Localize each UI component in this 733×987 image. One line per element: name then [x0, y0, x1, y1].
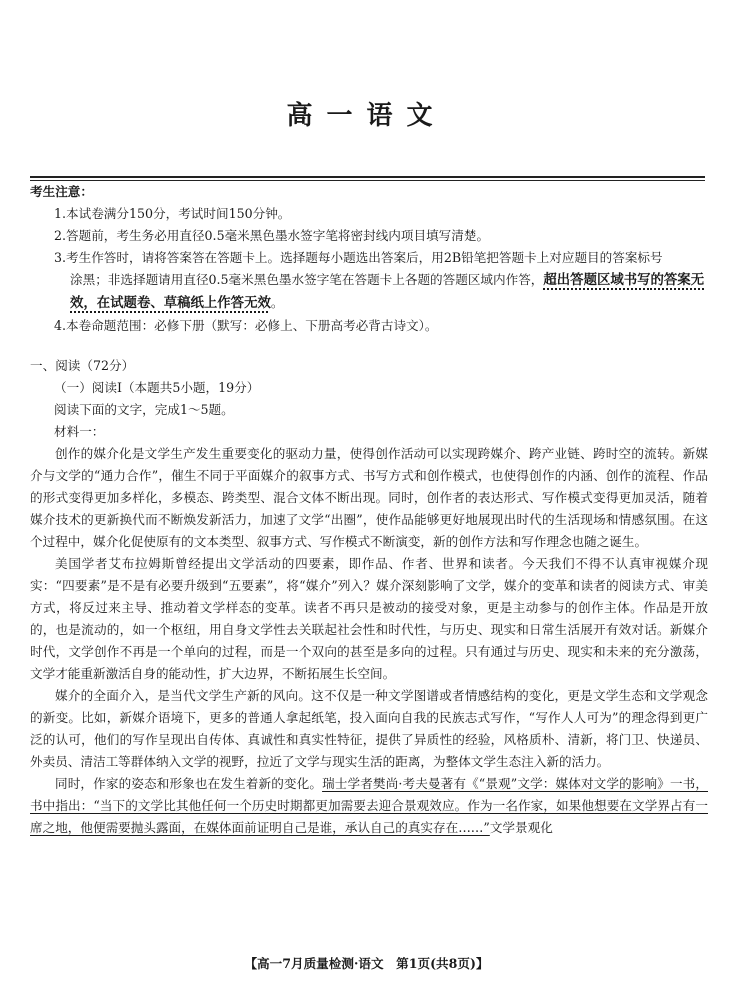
section-heading: 一、阅读（72分） [30, 358, 135, 373]
paragraph-text: 同时，作家的姿态和形象也在发生着新的变化。 [55, 776, 323, 791]
paragraph: 创作的媒介化是文学生产发生重要变化的驱动力量，使得创作活动可以实现跨媒介、跨产业链、跨时空的流转。新媒介与文学的“通力合作”，催生不同于平面媒介的叙事方式、书写方式和创作模式，也使得创作的内涵、创作的流程、作品的形式变得更加多样化，多模态、跨类型、混合文体不断出现。同时，创作者的表达形式、写作模式变得更加灵活，随着媒介技术的更新换代而不断焕发新活力，加速了文学“出圈”，使作品能够更好地展现出时代的生活现场和情感氛围。在这个过程中，媒介化促使原有的文本类型、叙事方式、写作模式不断演变，新的创作方法和写作理念也随之诞生。 [30, 446, 708, 549]
paragraph-text: 文学景观化 [489, 820, 553, 835]
header-rule [30, 176, 705, 178]
notice-block [30, 181, 708, 337]
instruction: 阅读下面的文字，完成1～5题。 [54, 402, 234, 417]
notice-emphasis: 的答案无效，在试题卷、草稿纸上作答无效 [70, 273, 705, 311]
notice-heading: 考生注意： [30, 184, 93, 199]
notice-text: 。 [270, 295, 284, 310]
notice-item: 1.本试卷满分150分，考试时间150分钟。 [54, 206, 291, 221]
paragraph: 美国学者艾布拉姆斯曾经提出文学活动的四要素，即作品、作者、世界和读者。今天我们不得不认真审视媒介现实：“四要素”是不是有必要升级到“五要素”，将“媒介”列入？媒介深刻影响了文学，媒介的变革和读者的阅读方式、审美方式，将反过来主导、推动着文学样态的变革。读者不再只是被动的接受对象，更是主动参与的创作主体。作品是开放的，也是流动的，如一个枢纽，用自身文学性去关联起社会性和时代性，与历史、现实和日常生活展开有效对话。新媒介时代，文学创作不再是一个单向的过程，而是一个双向的甚至是多向的过程。只有通过与历史、现实和未来的充分激荡，文学才能重新激活自身的能动性，扩大边界，不断拓展生长空间。 [30, 556, 708, 681]
material-label: 材料一： [54, 424, 105, 439]
paragraph: 媒介的全面介入，是当代文学生产新的风向。这不仅是一种文学图谱或者情感结构的变化，更是文学生态和文学观念的新变。比如，新媒介语境下，更多的普通人拿起纸笔，投入面向自我的民族志式写作，“写作人人可为”的理念得到更广泛的认可，他们的写作呈现出自传体、真诚性和真实性特征，提供了异质性的经验，风格质朴、清新，将门卫、快递员、外卖员、清洁工等群体纳入文学的视野，拉近了文学与现实生活的距离，为整体文学生态注入新的活力。 [30, 688, 708, 769]
notice-item: 3.考生作答时，请将答案答在答题卡上。选择题每小题选出答案后，用2B铅笔把答题卡上对应题目的答案标号 [54, 250, 663, 265]
notice-text: 涂黑；非选择题请用直径0.5毫米黑色墨水签字笔在答题卡上各题的答题区域内作答， [70, 272, 544, 287]
page-footer: 【高一7月质量检测·语文 第1页(共8页)】 [244, 956, 489, 971]
notice-emphasis: 超出答题区域书写 [543, 273, 651, 288]
notice-item-continued [30, 269, 708, 315]
reading-section [30, 355, 708, 839]
notice-item: 4.本卷命题范围：必修下册（默写：必修上、下册高考必背古诗文）。 [54, 318, 438, 333]
underlined-quote: 瑞士学者樊尚·考夫曼著有《“景观”文学：媒体对文学的影响》一书，书中指出：“当下的文学比其他任何一个历史时期都更加需要去迎合景观效应。作为一名作家，如果他想要在文学界占有一席之地，他便需要抛头露面，在媒体面前证明自己是谁，承认自己的真实存在……” [30, 776, 708, 835]
notice-item: 2.答题前，考生务必用直径0.5毫米黑色墨水签字笔将密封线内项目填写清楚。 [54, 228, 490, 243]
subsection-heading: （一）阅读Ⅰ（本题共5小题，19分） [54, 380, 260, 395]
page-title: 高一语文 [286, 101, 447, 131]
paragraph [30, 773, 708, 839]
